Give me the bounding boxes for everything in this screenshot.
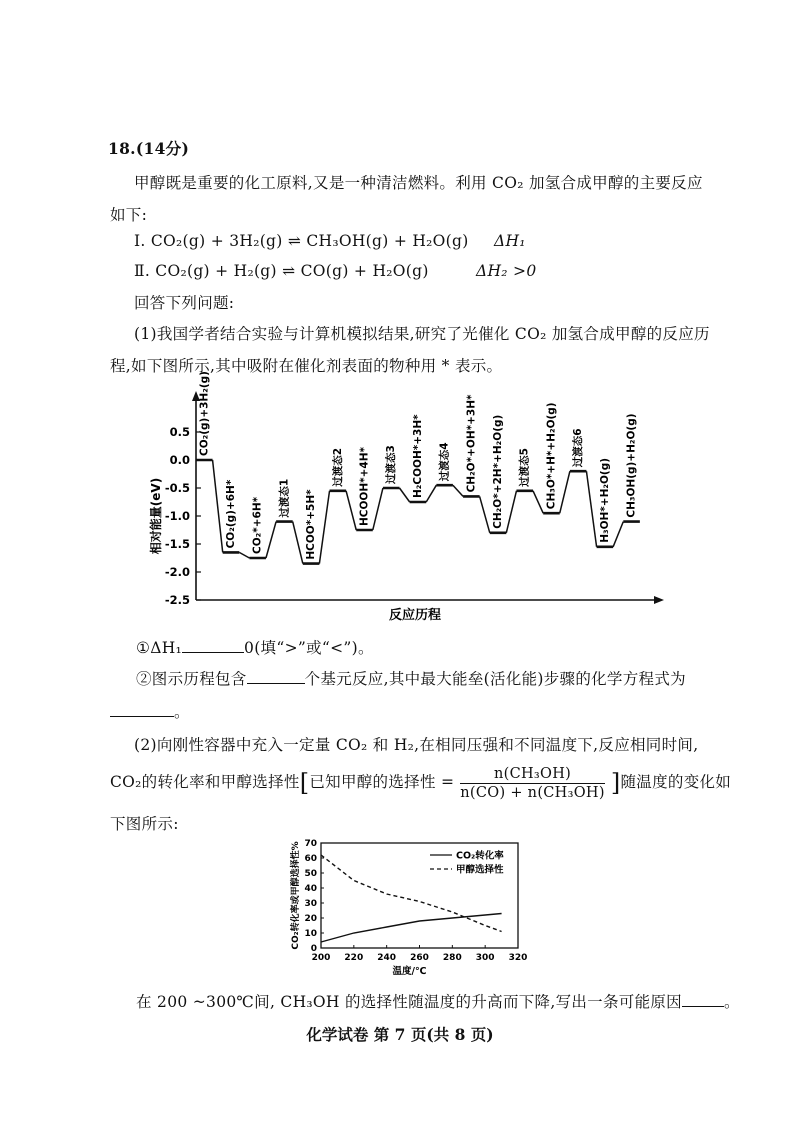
sub1-prefix: ①ΔH₁ <box>136 639 183 657</box>
x-tick-label: 280 <box>442 953 462 963</box>
energy-level-label: HCOOH*+4H* <box>358 446 371 526</box>
energy-level-label: 过渡态3 <box>385 445 398 484</box>
y-tick-label: -2.0 <box>164 565 190 579</box>
y-tick-label: -0.5 <box>164 481 190 495</box>
x-tick-label: 300 <box>475 953 495 963</box>
question-number: 18.(14分) <box>108 139 190 158</box>
y-tick-label: 0.5 <box>169 425 190 439</box>
reaction-1: Ⅰ. CO₂(g) + 3H₂(g) ⇌ CH₃OH(g) + H₂O(g) <box>134 232 469 250</box>
reaction-2-enthalpy: ΔH₂ >0 <box>476 262 537 280</box>
part2-b-mid: 已知甲醇的选择性 = <box>309 773 455 791</box>
energy-level-label: CO₂(g)+3H₂(g) <box>198 371 211 456</box>
reaction-1-enthalpy: ΔH₁ <box>494 232 526 250</box>
part2-b-suffix: 随温度的变化如 <box>620 773 732 791</box>
energy-level-label: 过渡态4 <box>438 442 451 482</box>
energy-level-label: CO₂(g)+6H* <box>224 479 237 549</box>
sub2-prefix: ②图示历程包含 <box>136 670 247 688</box>
y-tick-label: 20 <box>304 914 317 924</box>
part2-line-a: (2)向刚性容器中充入一定量 CO₂ 和 H₂,在相同压强和不同温度下,反应相同时间, <box>134 736 699 754</box>
part1-line-b: 程,如下图所示,其中吸附在催化剂表面的物种用 * 表示。 <box>110 357 503 375</box>
x-tick-label: 200 <box>311 953 331 963</box>
energy-level-label: CO₂*+6H* <box>251 496 264 554</box>
sub1-suffix: 0(填“>”或“<”)。 <box>244 639 374 657</box>
page-footer: 化学试卷 第 7 页(共 8 页) <box>306 1025 494 1044</box>
x-tick-label: 320 <box>508 953 528 963</box>
energy-level-label: 过渡态5 <box>518 447 531 487</box>
x-tick-label: 240 <box>377 953 397 963</box>
intro-line-1: 甲醇既是重要的化工原料,又是一种清洁燃料。利用 CO₂ 加氢合成甲醇的主要反应 <box>134 174 703 192</box>
y-axis-label: CO₂转化率或甲醇选择性% <box>291 841 301 950</box>
y-tick-label: 10 <box>304 929 317 939</box>
fraction-denominator: n(CO) + n(CH₃OH) <box>460 784 605 801</box>
y-tick-label: 70 <box>304 839 317 849</box>
close-bracket: ] <box>610 769 621 797</box>
energy-level-label: CH₂O*+OH*+3H* <box>465 394 478 493</box>
energy-level-label: H₃OH*+H₂O(g) <box>598 457 611 543</box>
x-axis-label: 反应历程 <box>388 608 442 623</box>
y-axis-label: 相对能量(eV) <box>149 477 163 555</box>
y-tick-label: 60 <box>304 854 317 864</box>
energy-level-label: CH₃OH(g)+H₂O(g) <box>625 413 638 518</box>
part2-b-prefix: CO₂的转化率和甲醇选择性 <box>110 773 300 791</box>
sub2-end: 。 <box>174 703 190 721</box>
energy-level-label: CH₃O*+H*+H₂O(g) <box>545 402 558 510</box>
x-axis-label: 温度/℃ <box>392 966 427 977</box>
energy-level-label: 过渡态2 <box>331 447 344 487</box>
y-tick-label: 30 <box>304 899 317 909</box>
open-bracket: [ <box>299 769 310 797</box>
answer-prompt: 回答下列问题: <box>134 294 235 312</box>
energy-level-label: 过渡态6 <box>572 428 585 468</box>
intro-line-2: 如下: <box>110 206 148 224</box>
y-tick-label: 50 <box>304 869 317 879</box>
energy-level-label: 过渡态1 <box>278 478 291 518</box>
y-tick-label: 40 <box>304 884 317 894</box>
part2-question-text: 在 200 ~300℃间, CH₃OH 的选择性随温度的升高而下降,写出一条可能原因 <box>136 993 682 1011</box>
energy-level-label: CH₂O*+2H*+H₂O(g) <box>492 414 505 529</box>
sub2-suffix: 个基元反应,其中最大能垒(活化能)步骤的化学方程式为 <box>304 670 686 688</box>
energy-level-label: HCOO*+5H* <box>305 489 318 560</box>
legend-entry: CO₂转化率 <box>456 850 504 862</box>
part1-line-a: (1)我国学者结合实验与计算机模拟结果,研究了光催化 CO₂ 加氢合成甲醇的反应历 <box>134 325 710 343</box>
energy-level-label: H₂COOH*+3H* <box>411 414 424 498</box>
x-tick-label: 220 <box>344 953 364 963</box>
reaction-2: Ⅱ. CO₂(g) + H₂(g) ⇌ CO(g) + H₂O(g) <box>134 262 429 280</box>
y-tick-label: -1.5 <box>164 537 190 551</box>
y-tick-label: 0.0 <box>169 453 190 467</box>
part2-line-c: 下图所示: <box>110 815 179 833</box>
fraction-numerator: n(CH₃OH) <box>460 765 605 784</box>
series-line-1 <box>321 914 502 943</box>
y-tick-label: -1.0 <box>164 509 190 523</box>
x-tick-label: 260 <box>410 953 429 963</box>
part2-question-end: 。 <box>723 993 740 1011</box>
y-tick-label: 0 <box>310 944 317 954</box>
legend-entry: 甲醇选择性 <box>456 864 504 876</box>
y-tick-label: -2.5 <box>164 593 190 607</box>
